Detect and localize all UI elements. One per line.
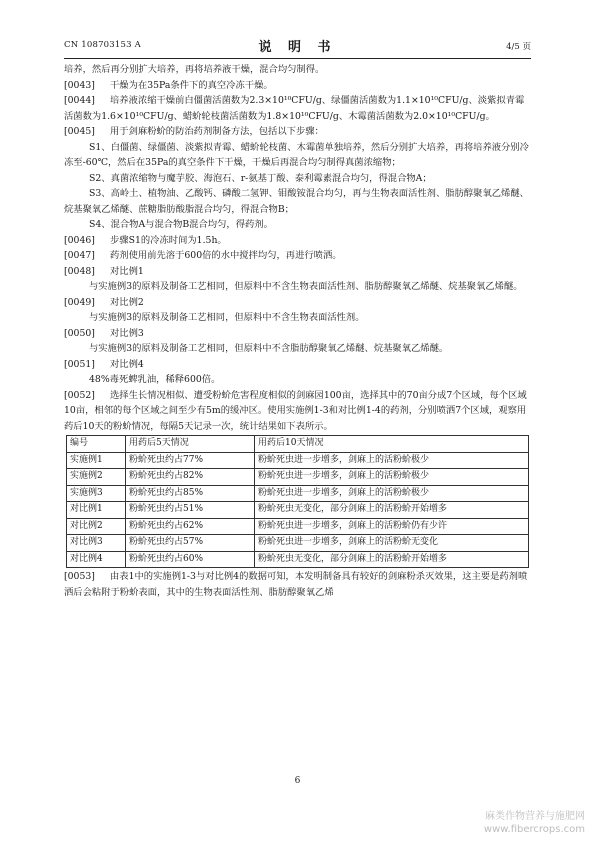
table-row [67,485,529,502]
table-cell: 对比例2 [67,518,126,535]
patent-number: CN 108703153 A [64,40,141,50]
table-cell: 粉蚧死虫进一步增多，剑麻上的活粉蚧无变化 [255,535,529,552]
page-number: 6 [294,776,301,786]
paragraph-continuation: 培养，然后再分别扩大培养，再将培养液干燥，混合均匀制得。 [64,64,325,75]
paragraph-0051 [64,357,531,373]
paragraph-tag: [0045] [64,126,95,137]
paragraph-text: 由表1中的实施例1-3与对比例4的数据可知，本发明制备具有较好的剑麻粉杀灭效果，这主要是药剂喷洒后会粘附于粉蚧表面，其中的生物表面活性剂、脂肪醇聚氧乙烯 [64,571,528,598]
table-header-row [67,436,529,453]
column-header: 编号 [67,436,126,453]
table-cell: 粉蚧死虫约占85% [126,485,255,502]
table-cell: 粉蚧死虫约占57% [126,535,255,552]
table-cell: 粉蚧死虫无变化，部分剑麻上的活粉蚧开始增多 [255,502,529,519]
paragraph-0043 [64,78,531,94]
paragraph-tag: [0053] [64,571,95,582]
paragraph-tag: [0043] [64,79,95,91]
paragraph-text: 对比例3 [110,327,144,339]
table-cell: 粉蚧死虫约占77% [126,452,255,469]
comparative-example-1-text: 与实施例3的原料及制备工艺相同，但原料中不含生物表面活性剂、脂肪醇聚氧乙烯醚、烷基聚氧乙烯醚。 [89,281,523,292]
paragraph-text: 步骤S1的冷冻时间为1.5h。 [110,234,227,246]
table-cell: 粉蚧死虫约占51% [126,502,255,519]
step-s1: S1、白僵菌、绿僵菌、淡紫拟青霉、蜡蚧轮枝菌、木霉菌单独培养，然后分别扩大培养，再将培养液分别冷冻至-60℃，然后在35Pa的真空条件下干燥，干燥后再混合均匀制得真菌浓缩物； [64,141,529,168]
table-row [67,518,529,535]
page-reference: 4/5 页 [506,42,531,52]
page-header [64,36,531,56]
paragraph-0053 [64,569,531,600]
table-cell: 实施例1 [67,452,126,469]
paragraph-text: 药剂使用前先溶于600倍的水中搅拌均匀，再进行喷洒。 [110,250,342,261]
paragraph-text: 对比例2 [110,296,144,308]
table-row [67,469,529,486]
table-cell: 粉蚧死虫约占62% [126,518,255,535]
paragraph-0049 [64,295,531,311]
table-row [67,502,529,519]
comparative-example-4-text: 48%毒死蜱乳油，稀释600倍。 [89,374,221,385]
header-divider [64,58,531,59]
comparative-example-3-text: 与实施例3的原料及制备工艺相同，但原料中不含脂肪醇聚氧乙烯醚、烷基聚氧乙烯醚。 [89,343,449,354]
table-cell: 实施例3 [67,485,126,502]
paragraph-tag: [0050] [64,327,95,339]
document-body [64,62,531,600]
watermark-title: 麻类作物营养与施肥网 [485,811,585,822]
paragraph-0046 [64,233,531,249]
table-cell: 粉蚧死虫约占82% [126,469,255,486]
paragraph-tag: [0049] [64,296,95,308]
table-cell: 粉蚧死虫进一步增多，剑麻上的活粉蚧极少 [255,469,529,486]
paragraph-text: 干燥为在35Pa条件下的真空冷冻干燥。 [110,79,273,91]
table-cell: 粉蚧死虫进一步增多，剑麻上的活粉蚧仍有少许 [255,518,529,535]
step-s3: S3、高岭土、植物油、乙酸钙、磷酸二氢钾、钼酸铵混合均匀，再与生物表面活性剂、脂肪醇聚氧乙烯醚、烷基聚氧乙烯醚、蔗糖脂肪酸脂混合均匀，得混合物B； [64,188,529,215]
step-s4: S4、混合物A与混合物B混合均匀，得药剂。 [89,219,273,230]
paragraph-0052 [64,388,531,435]
comparative-example-2-text: 与实施例3的原料及制备工艺相同，但原料中不含生物表面活性剂。 [89,312,365,323]
step-s2: S2、真菌浓缩物与魔芋胶、海泡石、r-氨基丁酸、泰利霉素混合均匀，得混合物A； [89,172,432,184]
paragraph-text: 选择生长情况相似、遭受粉蚧危害程度相似的剑麻园100亩，选择其中的70亩分成7个区域，每个区域10亩，相邻的每个区域之间至少有5m的缓冲区。使用实施例1-3和对比例1-4的药剂，分别喷洒7个区域，观察用药后10天的粉蚧情况，每隔5天记录一次，统计结果如下表所示。 [64,389,527,432]
paragraph-0048 [64,264,531,280]
table-row [67,551,529,568]
paragraph-text: 对比例4 [110,358,144,370]
paragraph-0047 [64,248,531,264]
paragraph-0044 [64,93,531,124]
column-header: 用药后10天情况 [255,436,529,453]
table-cell: 粉蚧死虫无变化，部分剑麻上的活粉蚧开始增多 [255,551,529,568]
site-watermark [484,810,585,836]
table-cell: 实施例2 [67,469,126,486]
paragraph-text: 培养液浓缩干燥前白僵菌活菌数为2.3×10¹⁰CFU/g、绿僵菌活菌数为1.1×10¹⁰CFU/g、淡紫拟青霉活菌数为1.6×10¹⁰CFU/g、蜡蚧轮枝菌活菌数为1.8×10¹⁰CFU/g、木霉菌活菌数为2.0×10¹⁰CFU/g。 [64,95,525,122]
document-title: 说 明 书 [258,40,337,55]
paragraph-tag: [0044] [64,95,95,106]
table-cell: 粉蚧死虫进一步增多，剑麻上的活粉蚧极少 [255,485,529,502]
paragraph-text: 用于剑麻粉蚧的防治药剂制备方法，包括以下步骤： [110,126,324,137]
table-cell: 粉蚧死虫进一步增多，剑麻上的活粉蚧极少 [255,452,529,469]
paragraph-tag: [0052] [64,389,95,401]
paragraph-0050 [64,326,531,342]
paragraph-tag: [0048] [64,265,95,277]
paragraph-0045 [64,124,531,140]
paragraph-tag: [0047] [64,250,95,261]
column-header: 用药后5天情况 [126,436,255,453]
table-cell: 粉蚧死虫约占60% [126,551,255,568]
paragraph-tag: [0046] [64,234,95,246]
paragraph-text: 对比例1 [110,265,144,277]
table-cell: 对比例4 [67,551,126,568]
results-table [66,435,529,568]
table-cell: 对比例1 [67,502,126,519]
paragraph-tag: [0051] [64,358,95,370]
table-row [67,452,529,469]
table-cell: 对比例3 [67,535,126,552]
table-row [67,535,529,552]
watermark-url: www.fibercrops.com [483,824,585,835]
